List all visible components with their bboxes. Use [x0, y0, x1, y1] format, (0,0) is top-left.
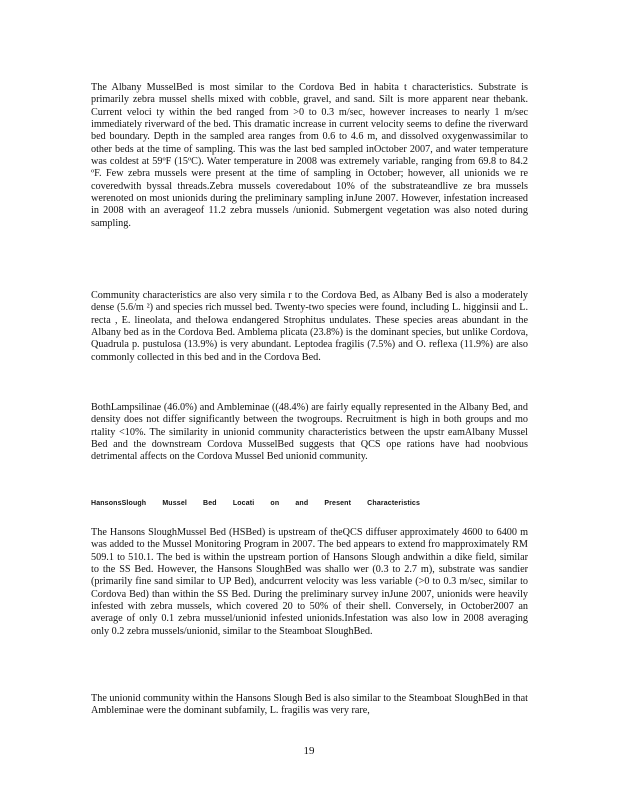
paragraph-albany-community: Community characteristics are also very simila r to the Cordova Bed, as Albany Bed is also a moderately dense (5.6/m ²) and species rich mussel bed. Twenty-two species were found, including L. higginsii and L. recta , E. lineolata, and theIowa endangered Strophitus undulates. These species areas abundant in the Albany bed as in the Cordova Bed. Amblema plicata (23.8%) is the dominant species, but unlike Cordova, Quadrula p. pustulosa (13.9%) is very abundant. Leptodea fragilis (7.5%) and O. reflexa (11.9%) are also commonly collected in this bed and in the Cordova Bed.	[91, 290, 528, 363]
paragraph-albany-bed-habitat: The Albany MusselBed is most similar to the Cordova Bed in habita t characteristics. Substrate is primarily zebra mussel shells mixed with cobble, gravel, and sand. Silt is more apparent near thebank. Current veloci ty within the bed ranged from >0 to 0.3 m/sec, however increases to nearly 1 m/sec immediately riverward of the bed. This dramatic increase in current velocity seems to define the riverward bed boundary. Depth in the sampled area ranges from 0.6 to 4.6 m, and dissolved oxygenwassimilar to other beds at the time of sampling. This was the last bed sampled inOctober 2007, and water temperature was coldest at 59ºF (15ºC). Water temperature in 2008 was extremely variable, ranging from 69.8 to 84.2 ºF. Few zebra mussels were present at the time of sampling in October; however, all unionids we re coveredwith byssal threads.Zebra mussels coveredabout 10% of the substrateandlive ze bra mussels werenoted on most unionids during the preliminary sampling inJune 2007. However, infestation increased in 2008 with an averageof 11.2 zebra mussels /unionid. Submergent vegetation was also noted during sampling.	[91, 82, 528, 229]
page-number: 19	[303, 745, 315, 757]
section-heading: HansonsSlough Mussel Bed Locati on and Present Characteristics	[91, 500, 421, 507]
paragraph-albany-subfamilies: BothLampsilinae (46.0%) and Ambleminae ((48.4%) are fairly equally represented in the Albany Bed, and density does not differ significantly between the twogroups. Recruitment is high in both groups and mo rtality <10%. The similarity in unionid community characteristics between the upstr eamAlbany Mussel Bed and the downstream Cordova MusselBed suggests that QCS ope rations have had noobvious detrimental affects on the Cordova Mussel Bed unionid community.	[91, 402, 528, 463]
paragraph-hansons-slough-community: The unionid community within the Hansons Slough Bed is also similar to the Steamboat SloughBed in that Ambleminae were the dominant subfamily, L. fragilis was very rare,	[91, 693, 528, 717]
paragraph-hansons-slough-habitat: The Hansons SloughMussel Bed (HSBed) is upstream of theQCS diffuser approximately 4600 to 6400 m was added to the Mussel Monitoring Program in 2007. The bed appears to extend fro mapproximately RM 509.1 to 510.1. The bed is within the upstream portion of Hansons Slough andwithin a dike field, similar to the SS Bed. However, the Hansons SloughBed was shallo wer (0.3 to 2.7 m), substrate was sandier (primarily fine sand similar to UP Bed), andcurrent velocity was less variable (>0 to 0.3 m/sec, similar to Cordova Bed) than within the SS Bed. During the preliminary survey inJune 2007, unionids were heavily infested with zebra mussels, which covered 20 to 50% of their shell. Conversely, in October2007 an average of only 0.1 zebra mussel/unionid infested unionids.Infestation was also low in 2008 averaging only 0.2 zebra mussels/unionid, similar to the Steamboat SloughBed.	[91, 527, 528, 637]
